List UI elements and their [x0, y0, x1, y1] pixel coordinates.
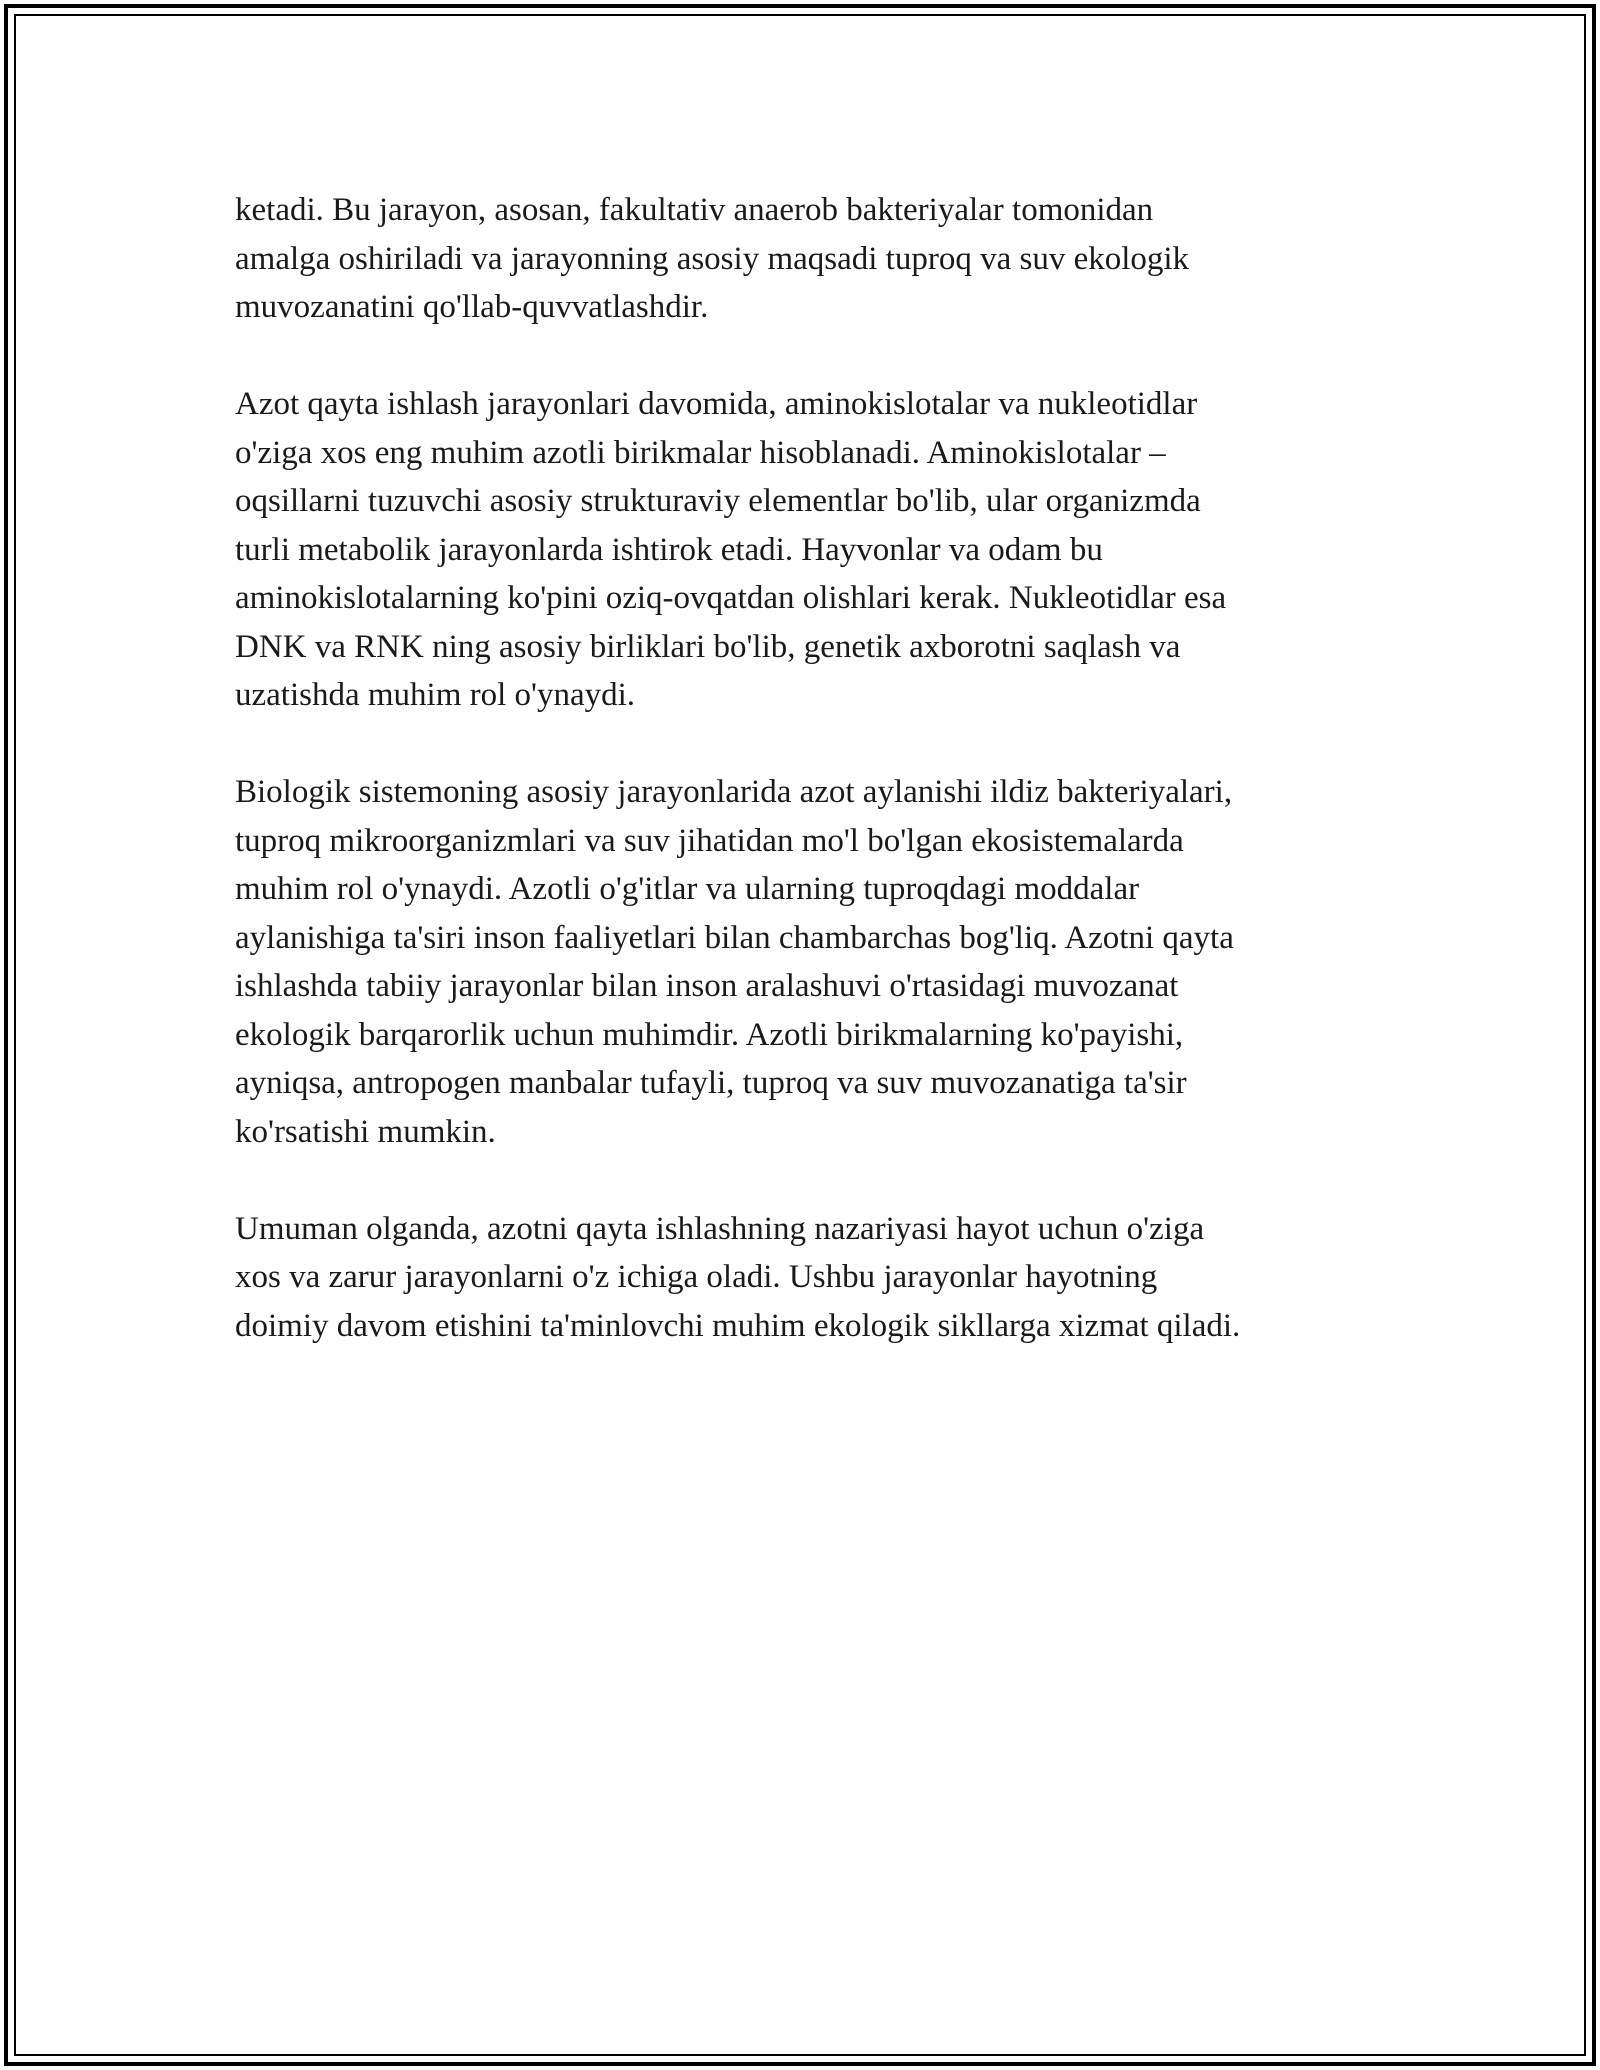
paragraph-4: Umuman olganda, azotni qayta ishlashning nazariyasi hayot uchun o'ziga xos va zarur jarayonlarni o'z ichiga oladi. Ushbu jarayonlar hayotning doimiy davom etishini ta'minlovchi muhim ekologik sikllarga xizmat qiladi.	[235, 1210, 1241, 1344]
paragraph-1: ketadi. Bu jarayon, asosan, fakultativ anaerob bakteriyalar tomonidan amalga oshiriladi va jarayonning asosiy maqsadi tuproq va suv ekologik muvozanatini qo'llab-quvvatlashdir.	[235, 192, 1190, 325]
paragraph-3: Biologik sistemoning asosiy jarayonlarida azot aylanishi ildiz bakteriyalari, tuproq mikroorganizmlari va suv jihatidan mo'l bo'lgan ekosistemalarda muhim rol o'ynaydi. Azotli o'g'itlar va ularning tuproqdagi moddalar aylanishiga ta'siri inson faaliyetlari bilan chambarchas bog'liq. Azotni qayta ishlashda tabiiy jarayonlar bilan inson aralashuvi o'rtasidagi muvozanat ekologik barqarorlik uchun muhimdir. Azotli birikmalarning ko'payishi, ayniqsa, antropogen manbalar tufayli, tuproq va suv muvozanatiga ta'sir ko'rsatishi mumkin.	[235, 774, 1234, 1150]
document-body	[235, 186, 1385, 1399]
paragraph-2: Azot qayta ishlash jarayonlari davomida, aminokislotalar va nukleotidlar o'ziga xos eng muhim azotli birikmalar hisoblanadi. Aminokislotalar – oqsillarni tuzuvchi asosiy strukturaviy elementlar bo'lib, ular organizmda turli metabolik jarayonlarda ishtirok etadi. Hayvonlar va odam bu aminokislotalarning ko'pini oziq-ovqatdan olishlari kerak. Nukleotidlar esa DNK va RNK ning asosiy birliklari bo'lib, genetik axborotni saqlash va uzatishda muhim rol o'ynaydi.	[235, 386, 1227, 713]
